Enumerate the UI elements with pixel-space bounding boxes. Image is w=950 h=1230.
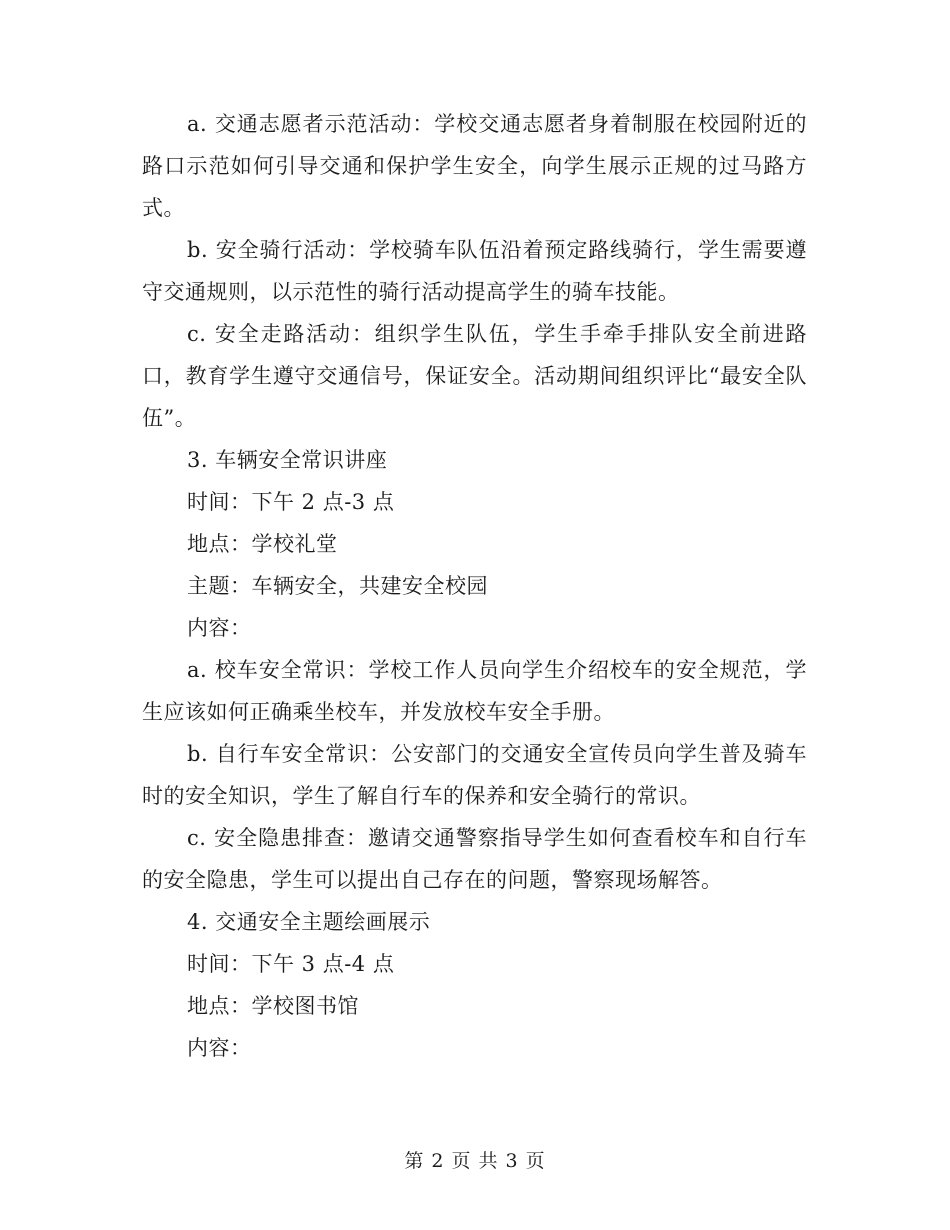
section-heading-drawing-exhibition: 4. 交通安全主题绘画展示 (187, 910, 431, 934)
section-heading-vehicle-lecture: 3. 车辆安全常识讲座 (187, 448, 388, 472)
document-body (142, 103, 807, 1069)
exhibition-content-label: 内容： (187, 1036, 252, 1060)
paragraph-safe-cycling: b. 安全骑行活动：学校骑车队伍沿着预定路线骑行，学生需要遵守交通规则，以示范性的骑行活动提高学生的骑车技能。 (142, 238, 807, 304)
paragraph-hazard-check: c. 安全隐患排查：邀请交通警察指导学生如何查看校车和自行车的安全隐患，学生可以提出自己存在的问题，警察现场解答。 (142, 826, 807, 892)
paragraph-bicycle-safety: b. 自行车安全常识：公安部门的交通安全宣传员向学生普及骑车时的安全知识，学生了解自行车的保养和安全骑行的常识。 (142, 742, 807, 808)
lecture-time: 时间：下午 2 点-3 点 (187, 490, 395, 514)
paragraph-safe-walking: c. 安全走路活动：组织学生队伍，学生手牵手排队安全前进路口，教育学生遵守交通信号，保证安全。活动期间组织评比“最安全队伍”。 (142, 322, 807, 430)
page-number-footer: 第 2 页 共 3 页 (404, 1150, 546, 1172)
exhibition-time: 时间：下午 3 点-4 点 (187, 952, 395, 976)
lecture-theme: 主题：车辆安全，共建安全校园 (187, 574, 488, 598)
exhibition-location: 地点：学校图书馆 (187, 994, 359, 1018)
paragraph-school-bus-safety: a. 校车安全常识：学校工作人员向学生介绍校车的安全规范，学生应该如何正确乘坐校车，并发放校车安全手册。 (142, 658, 807, 724)
lecture-location: 地点：学校礼堂 (187, 532, 338, 556)
lecture-content-label: 内容： (187, 616, 252, 640)
paragraph-volunteer-demo: a. 交通志愿者示范活动：学校交通志愿者身着制服在校园附近的路口示范如何引导交通和保护学生安全，向学生展示正规的过马路方式。 (142, 112, 807, 220)
